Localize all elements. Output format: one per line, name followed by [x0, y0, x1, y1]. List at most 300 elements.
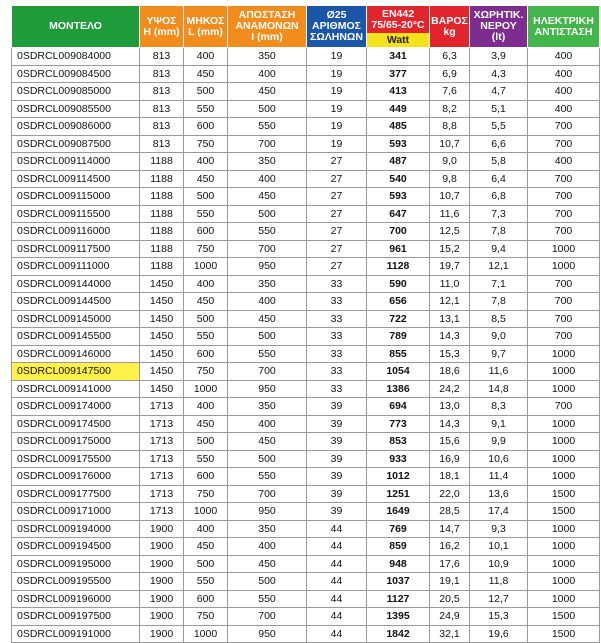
water-cell: 9,9 [470, 433, 528, 451]
table-row [12, 625, 600, 643]
resistance-cell: 400 [528, 100, 600, 118]
power-cell: 1127 [367, 590, 430, 608]
height-cell: 1713 [140, 450, 184, 468]
height-cell: 813 [140, 135, 184, 153]
length-cell: 500 [184, 555, 228, 573]
model-cell: 0SDRCL009114000 [12, 153, 140, 171]
length-cell: 500 [184, 433, 228, 451]
water-cell: 9,7 [470, 345, 528, 363]
resistance-cell: 700 [528, 170, 600, 188]
distance-cell: 400 [228, 293, 307, 311]
table-row [12, 188, 600, 206]
water-cell: 11,4 [470, 468, 528, 486]
resistance-cell: 1000 [528, 520, 600, 538]
water-cell: 12,7 [470, 590, 528, 608]
distance-cell: 500 [228, 205, 307, 223]
height-cell: 1450 [140, 275, 184, 293]
resistance-cell: 700 [528, 275, 600, 293]
power-cell: 769 [367, 520, 430, 538]
distance-cell: 350 [228, 520, 307, 538]
table-row [12, 240, 600, 258]
length-cell: 750 [184, 135, 228, 153]
table-row [12, 450, 600, 468]
length-cell: 550 [184, 328, 228, 346]
power-cell: 656 [367, 293, 430, 311]
power-cell: 377 [367, 65, 430, 83]
water-cell: 6,6 [470, 135, 528, 153]
distance-cell: 700 [228, 608, 307, 626]
tubes-cell: 39 [307, 415, 367, 433]
model-cell: 0SDRCL009115000 [12, 188, 140, 206]
resistance-cell: 1000 [528, 433, 600, 451]
weight-cell: 14,7 [430, 520, 470, 538]
water-cell: 14,8 [470, 380, 528, 398]
height-cell: 1713 [140, 503, 184, 521]
length-cell: 600 [184, 345, 228, 363]
distance-cell: 500 [228, 328, 307, 346]
resistance-cell: 400 [528, 65, 600, 83]
length-cell: 400 [184, 398, 228, 416]
height-cell: 1188 [140, 205, 184, 223]
distance-cell: 700 [228, 363, 307, 381]
resistance-cell: 1500 [528, 485, 600, 503]
power-cell: 647 [367, 205, 430, 223]
height-cell: 1450 [140, 310, 184, 328]
distance-cell: 450 [228, 310, 307, 328]
model-cell: 0SDRCL009196000 [12, 590, 140, 608]
weight-cell: 18,1 [430, 468, 470, 486]
water-cell: 10,9 [470, 555, 528, 573]
length-cell: 750 [184, 363, 228, 381]
header-tubes: Ø25 ΑΡΙΘΜΟΣ ΣΩΛΗΝΩΝ [307, 6, 367, 48]
length-cell: 400 [184, 153, 228, 171]
height-cell: 1713 [140, 433, 184, 451]
water-cell: 4,7 [470, 83, 528, 101]
water-cell: 7,8 [470, 223, 528, 241]
length-cell: 450 [184, 293, 228, 311]
distance-cell: 950 [228, 503, 307, 521]
table-row [12, 555, 600, 573]
height-cell: 1713 [140, 398, 184, 416]
tubes-cell: 39 [307, 450, 367, 468]
resistance-cell: 1500 [528, 608, 600, 626]
header-height: ΥΨΟΣ H (mm) [140, 6, 184, 48]
weight-cell: 10,7 [430, 188, 470, 206]
height-cell: 1188 [140, 153, 184, 171]
table-row [12, 275, 600, 293]
weight-cell: 9,8 [430, 170, 470, 188]
distance-cell: 450 [228, 83, 307, 101]
resistance-cell: 1000 [528, 555, 600, 573]
model-cell: 0SDRCL009087500 [12, 135, 140, 153]
header-power: EN442 75/65-20°C Watt [367, 6, 430, 48]
length-cell: 600 [184, 118, 228, 136]
tubes-cell: 33 [307, 310, 367, 328]
water-cell: 7,1 [470, 275, 528, 293]
table-row [12, 100, 600, 118]
resistance-cell: 700 [528, 135, 600, 153]
tubes-cell: 33 [307, 328, 367, 346]
water-cell: 4,3 [470, 65, 528, 83]
tubes-cell: 39 [307, 485, 367, 503]
table-row [12, 503, 600, 521]
power-cell: 859 [367, 538, 430, 556]
distance-cell: 500 [228, 100, 307, 118]
power-cell: 1037 [367, 573, 430, 591]
resistance-cell: 1000 [528, 258, 600, 276]
spec-table-container [11, 5, 599, 643]
model-cell: 0SDRCL009191000 [12, 625, 140, 643]
weight-cell: 15,3 [430, 345, 470, 363]
resistance-cell: 700 [528, 328, 600, 346]
distance-cell: 550 [228, 118, 307, 136]
header-model: ΜΟΝΤΕΛΟ [12, 6, 140, 48]
power-cell: 855 [367, 345, 430, 363]
resistance-cell: 1000 [528, 415, 600, 433]
weight-cell: 13,0 [430, 398, 470, 416]
power-cell: 590 [367, 275, 430, 293]
weight-cell: 17,6 [430, 555, 470, 573]
distance-cell: 350 [228, 275, 307, 293]
table-row [12, 415, 600, 433]
power-cell: 1054 [367, 363, 430, 381]
model-cell: 0SDRCL009116000 [12, 223, 140, 241]
water-cell: 7,8 [470, 293, 528, 311]
header-weight: ΒΑΡΟΣ kg [430, 6, 470, 48]
water-cell: 13,6 [470, 485, 528, 503]
resistance-cell: 1000 [528, 450, 600, 468]
weight-cell: 8,2 [430, 100, 470, 118]
water-cell: 10,1 [470, 538, 528, 556]
tubes-cell: 44 [307, 520, 367, 538]
length-cell: 600 [184, 468, 228, 486]
distance-cell: 700 [228, 135, 307, 153]
weight-cell: 12,5 [430, 223, 470, 241]
model-cell: 0SDRCL009195000 [12, 555, 140, 573]
model-cell: 0SDRCL009145500 [12, 328, 140, 346]
table-row [12, 380, 600, 398]
power-cell: 961 [367, 240, 430, 258]
distance-cell: 400 [228, 170, 307, 188]
water-cell: 19,6 [470, 625, 528, 643]
height-cell: 1450 [140, 345, 184, 363]
tubes-cell: 39 [307, 468, 367, 486]
tubes-cell: 19 [307, 100, 367, 118]
length-cell: 550 [184, 450, 228, 468]
water-cell: 11,8 [470, 573, 528, 591]
length-cell: 1000 [184, 380, 228, 398]
tubes-cell: 33 [307, 275, 367, 293]
header-water: ΧΩΡΗΤΙΚ. ΝΕΡΟΥ (lt) [470, 6, 528, 48]
water-cell: 9,4 [470, 240, 528, 258]
water-cell: 10,6 [470, 450, 528, 468]
weight-cell: 14,3 [430, 415, 470, 433]
height-cell: 1713 [140, 468, 184, 486]
weight-cell: 28,5 [430, 503, 470, 521]
water-cell: 8,3 [470, 398, 528, 416]
model-cell: 0SDRCL009144000 [12, 275, 140, 293]
distance-cell: 350 [228, 153, 307, 171]
model-cell: 0SDRCL009177500 [12, 485, 140, 503]
model-cell: 0SDRCL009171000 [12, 503, 140, 521]
water-cell: 12,1 [470, 258, 528, 276]
water-cell: 9,0 [470, 328, 528, 346]
table-row [12, 468, 600, 486]
power-cell: 700 [367, 223, 430, 241]
height-cell: 1900 [140, 625, 184, 643]
resistance-cell: 1000 [528, 380, 600, 398]
tubes-cell: 27 [307, 153, 367, 171]
distance-cell: 450 [228, 555, 307, 573]
model-cell: 0SDRCL009174500 [12, 415, 140, 433]
water-cell: 7,3 [470, 205, 528, 223]
resistance-cell: 1000 [528, 240, 600, 258]
model-cell: 0SDRCL009111000 [12, 258, 140, 276]
model-cell: 0SDRCL009174000 [12, 398, 140, 416]
power-cell: 1649 [367, 503, 430, 521]
length-cell: 550 [184, 100, 228, 118]
resistance-cell: 700 [528, 293, 600, 311]
distance-cell: 350 [228, 48, 307, 66]
power-cell: 948 [367, 555, 430, 573]
power-cell: 341 [367, 48, 430, 66]
table-row [12, 135, 600, 153]
weight-cell: 6,3 [430, 48, 470, 66]
power-cell: 853 [367, 433, 430, 451]
power-cell: 1842 [367, 625, 430, 643]
height-cell: 1900 [140, 573, 184, 591]
length-cell: 750 [184, 485, 228, 503]
distance-cell: 400 [228, 538, 307, 556]
resistance-cell: 700 [528, 118, 600, 136]
tubes-cell: 27 [307, 258, 367, 276]
height-cell: 1188 [140, 170, 184, 188]
water-cell: 3,9 [470, 48, 528, 66]
model-cell: 0SDRCL009194000 [12, 520, 140, 538]
model-cell: 0SDRCL009141000 [12, 380, 140, 398]
tubes-cell: 44 [307, 538, 367, 556]
weight-cell: 10,7 [430, 135, 470, 153]
height-cell: 1450 [140, 380, 184, 398]
resistance-cell: 1500 [528, 503, 600, 521]
resistance-cell: 400 [528, 153, 600, 171]
water-cell: 9,3 [470, 520, 528, 538]
weight-cell: 20,5 [430, 590, 470, 608]
power-cell: 485 [367, 118, 430, 136]
model-cell: 0SDRCL009194500 [12, 538, 140, 556]
weight-cell: 19,1 [430, 573, 470, 591]
power-cell: 540 [367, 170, 430, 188]
distance-cell: 700 [228, 485, 307, 503]
power-cell: 593 [367, 188, 430, 206]
water-cell: 5,8 [470, 153, 528, 171]
tubes-cell: 33 [307, 380, 367, 398]
length-cell: 600 [184, 223, 228, 241]
weight-cell: 11,6 [430, 205, 470, 223]
length-cell: 450 [184, 170, 228, 188]
power-cell: 487 [367, 153, 430, 171]
resistance-cell: 1000 [528, 573, 600, 591]
weight-cell: 6,9 [430, 65, 470, 83]
table-row [12, 345, 600, 363]
tubes-cell: 39 [307, 433, 367, 451]
tubes-cell: 19 [307, 135, 367, 153]
distance-cell: 400 [228, 415, 307, 433]
model-cell: 0SDRCL009084500 [12, 65, 140, 83]
distance-cell: 950 [228, 380, 307, 398]
model-cell: 0SDRCL009086000 [12, 118, 140, 136]
table-row [12, 310, 600, 328]
distance-cell: 400 [228, 65, 307, 83]
table-row [12, 48, 600, 66]
weight-cell: 15,2 [430, 240, 470, 258]
tubes-cell: 44 [307, 573, 367, 591]
weight-cell: 22,0 [430, 485, 470, 503]
length-cell: 450 [184, 415, 228, 433]
table-row [12, 590, 600, 608]
weight-cell: 14,3 [430, 328, 470, 346]
header-resistance: ΗΛΕΚΤΡΙΚΗ ΑΝΤΙΣΤΑΣΗ [528, 6, 600, 48]
header-row [12, 6, 600, 48]
weight-cell: 7,6 [430, 83, 470, 101]
length-cell: 550 [184, 573, 228, 591]
power-cell: 694 [367, 398, 430, 416]
model-cell: 0SDRCL009085500 [12, 100, 140, 118]
height-cell: 813 [140, 65, 184, 83]
height-cell: 1900 [140, 555, 184, 573]
tubes-cell: 33 [307, 293, 367, 311]
height-cell: 1900 [140, 608, 184, 626]
tubes-cell: 19 [307, 48, 367, 66]
table-row [12, 520, 600, 538]
length-cell: 1000 [184, 625, 228, 643]
weight-cell: 24,9 [430, 608, 470, 626]
table-row [12, 83, 600, 101]
resistance-cell: 1000 [528, 538, 600, 556]
distance-cell: 450 [228, 433, 307, 451]
height-cell: 1900 [140, 520, 184, 538]
tubes-cell: 27 [307, 170, 367, 188]
model-cell: 0SDRCL009114500 [12, 170, 140, 188]
tubes-cell: 39 [307, 503, 367, 521]
table-row [12, 258, 600, 276]
resistance-cell: 1000 [528, 363, 600, 381]
power-cell: 1012 [367, 468, 430, 486]
distance-cell: 550 [228, 223, 307, 241]
tubes-cell: 44 [307, 590, 367, 608]
power-cell: 773 [367, 415, 430, 433]
weight-cell: 18,6 [430, 363, 470, 381]
model-cell: 0SDRCL009195500 [12, 573, 140, 591]
distance-cell: 350 [228, 398, 307, 416]
height-cell: 1713 [140, 485, 184, 503]
height-cell: 1188 [140, 223, 184, 241]
height-cell: 1188 [140, 258, 184, 276]
power-cell: 1386 [367, 380, 430, 398]
weight-cell: 32,1 [430, 625, 470, 643]
length-cell: 750 [184, 608, 228, 626]
weight-cell: 13,1 [430, 310, 470, 328]
weight-cell: 19,7 [430, 258, 470, 276]
tubes-cell: 27 [307, 188, 367, 206]
tubes-cell: 33 [307, 345, 367, 363]
table-row [12, 573, 600, 591]
power-cell: 593 [367, 135, 430, 153]
tubes-cell: 27 [307, 240, 367, 258]
height-cell: 1188 [140, 188, 184, 206]
model-cell: 0SDRCL009197500 [12, 608, 140, 626]
table-row [12, 293, 600, 311]
distance-cell: 950 [228, 625, 307, 643]
table-row [12, 118, 600, 136]
distance-cell: 700 [228, 240, 307, 258]
resistance-cell: 1000 [528, 590, 600, 608]
table-row [12, 223, 600, 241]
model-cell: 0SDRCL009084000 [12, 48, 140, 66]
header-length: ΜΗΚΟΣ L (mm) [184, 6, 228, 48]
resistance-cell: 400 [528, 83, 600, 101]
length-cell: 450 [184, 538, 228, 556]
tubes-cell: 27 [307, 223, 367, 241]
tubes-cell: 19 [307, 65, 367, 83]
table-row [12, 433, 600, 451]
model-cell: 0SDRCL009085000 [12, 83, 140, 101]
water-cell: 6,4 [470, 170, 528, 188]
length-cell: 550 [184, 205, 228, 223]
distance-cell: 450 [228, 188, 307, 206]
water-cell: 5,5 [470, 118, 528, 136]
water-cell: 5,1 [470, 100, 528, 118]
water-cell: 11,6 [470, 363, 528, 381]
length-cell: 450 [184, 65, 228, 83]
length-cell: 400 [184, 275, 228, 293]
length-cell: 500 [184, 83, 228, 101]
water-cell: 6,8 [470, 188, 528, 206]
height-cell: 813 [140, 48, 184, 66]
length-cell: 1000 [184, 258, 228, 276]
table-row [12, 170, 600, 188]
model-cell: 0SDRCL009117500 [12, 240, 140, 258]
length-cell: 750 [184, 240, 228, 258]
height-cell: 1900 [140, 590, 184, 608]
radiator-spec-table [11, 5, 600, 643]
resistance-cell: 700 [528, 205, 600, 223]
tubes-cell: 19 [307, 83, 367, 101]
distance-cell: 550 [228, 345, 307, 363]
tubes-cell: 44 [307, 608, 367, 626]
height-cell: 1713 [140, 415, 184, 433]
distance-cell: 550 [228, 590, 307, 608]
model-cell: 0SDRCL009176000 [12, 468, 140, 486]
model-cell: 0SDRCL009145000 [12, 310, 140, 328]
height-cell: 813 [140, 83, 184, 101]
power-cell: 722 [367, 310, 430, 328]
model-cell: 0SDRCL009144500 [12, 293, 140, 311]
height-cell: 1450 [140, 328, 184, 346]
weight-cell: 16,2 [430, 538, 470, 556]
header-power-unit: Watt [367, 33, 429, 47]
height-cell: 1900 [140, 538, 184, 556]
weight-cell: 12,1 [430, 293, 470, 311]
height-cell: 1188 [140, 240, 184, 258]
tubes-cell: 33 [307, 363, 367, 381]
tubes-cell: 39 [307, 398, 367, 416]
resistance-cell: 1500 [528, 625, 600, 643]
length-cell: 400 [184, 48, 228, 66]
power-cell: 1128 [367, 258, 430, 276]
table-row [12, 153, 600, 171]
resistance-cell: 700 [528, 310, 600, 328]
